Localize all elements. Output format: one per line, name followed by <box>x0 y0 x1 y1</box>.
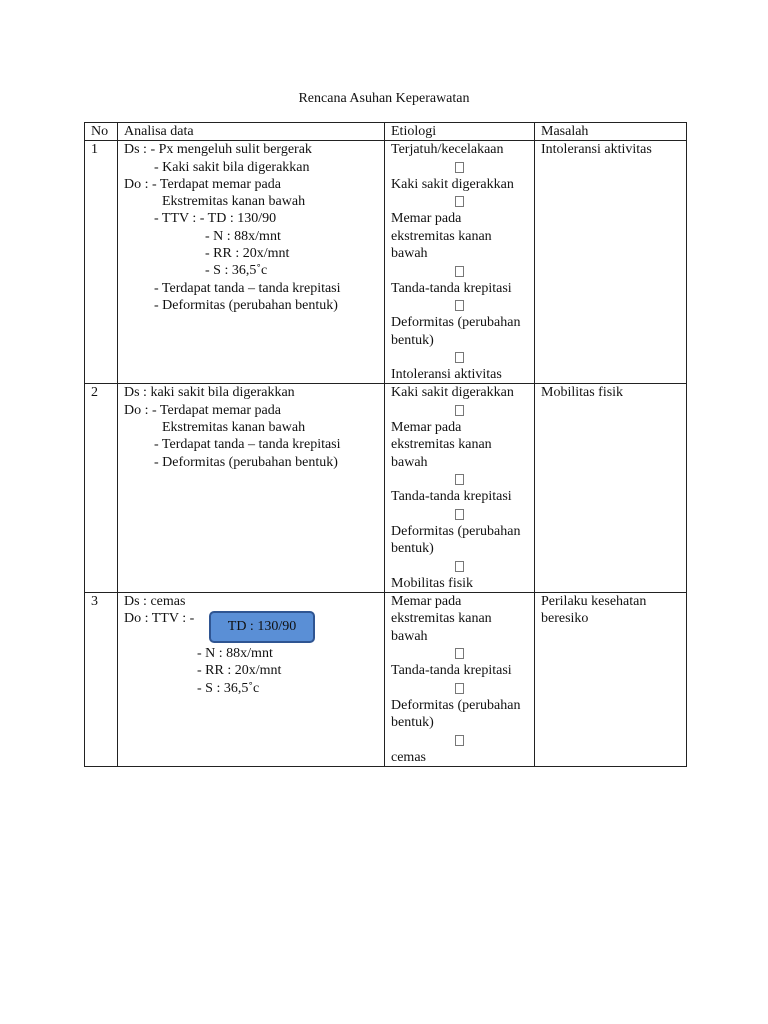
table-row <box>85 384 687 593</box>
etiologi-item: Memar pada ekstremitas kanan bawah <box>391 594 492 644</box>
missing-glyph-arrow-icon <box>391 262 528 279</box>
table-header-row <box>85 123 687 141</box>
etiologi-item: Memar pada ekstremitas kanan bawah <box>391 420 492 470</box>
header-masalah: Masalah <box>535 123 687 141</box>
analisa-line: Do : TTV : - <box>124 611 195 627</box>
etiologi-item: Tanda-tanda krepitasi <box>391 663 512 679</box>
missing-glyph-arrow-icon <box>391 731 528 748</box>
analisa-line: Ekstremitas kanan bawah <box>162 194 306 210</box>
missing-glyph-arrow-icon <box>391 159 528 176</box>
etiologi-item: Deformitas (perubahan bentuk) <box>391 523 521 557</box>
etiologi-cell <box>385 384 535 593</box>
missing-glyph-arrow-icon <box>391 349 528 366</box>
analisa-line: - TTV : - TD : 130/90 <box>154 211 277 227</box>
analisa-line: Ds : kaki sakit bila digerakkan <box>124 385 295 401</box>
analisa-line: - Deformitas (perubahan bentuk) <box>154 297 338 313</box>
missing-glyph-arrow-icon <box>391 645 528 662</box>
row-number: 2 <box>85 384 118 593</box>
masalah-cell: Mobilitas fisik <box>535 384 687 593</box>
etiologi-item: Intoleransi aktivitas <box>391 367 502 383</box>
missing-glyph-arrow-icon <box>391 680 528 697</box>
etiologi-item: Tanda-tanda krepitasi <box>391 280 512 296</box>
row-number: 3 <box>85 593 118 767</box>
td-callout-box: TD : 130/90 <box>209 611 315 643</box>
document-title: Rencana Asuhan Keperawatan <box>298 91 470 106</box>
analisa-line: - Deformitas (perubahan bentuk) <box>154 454 338 470</box>
analisa-line: - S : 36,5˚c <box>197 680 260 696</box>
analisa-line: - Terdapat tanda – tanda krepitasi <box>154 280 341 296</box>
analisa-line: - Terdapat tanda – tanda krepitasi <box>154 437 341 453</box>
etiologi-item: Deformitas (perubahan bentuk) <box>391 697 521 731</box>
header-analisa: Analisa data <box>118 123 385 141</box>
etiologi-item: Mobilitas fisik <box>391 575 474 591</box>
analisa-line: Ekstremitas kanan bawah <box>162 420 306 436</box>
etiologi-item: Memar pada ekstremitas kanan bawah <box>391 211 492 262</box>
etiologi-item: cemas <box>391 749 426 765</box>
analisa-cell <box>118 141 385 384</box>
analisa-cell <box>118 593 385 767</box>
analisa-cell <box>118 384 385 593</box>
header-no: No <box>85 123 118 141</box>
analisa-line: Do : - Terdapat memar pada <box>124 402 281 418</box>
analisa-line: - N : 88x/mnt <box>197 645 273 661</box>
analisa-line: - Kaki sakit bila digerakkan <box>154 159 310 175</box>
etiologi-item: Tanda-tanda krepitasi <box>391 489 512 505</box>
masalah-cell: Perilaku kesehatan beresiko <box>535 593 687 767</box>
etiologi-item: Terjatuh/kecelakaan <box>391 142 504 158</box>
etiologi-cell <box>385 593 535 767</box>
analisa-line: Do : - Terdapat memar pada <box>124 176 281 192</box>
analisa-line: - S : 36,5˚c <box>205 263 268 279</box>
table-row <box>85 593 687 767</box>
care-plan-table <box>84 122 687 767</box>
etiologi-item: Deformitas (perubahan bentuk) <box>391 315 521 348</box>
missing-glyph-arrow-icon <box>391 193 528 210</box>
missing-glyph-arrow-icon <box>391 471 528 488</box>
analisa-line: Ds : cemas <box>124 594 186 610</box>
analisa-line: - N : 88x/mnt <box>205 228 281 244</box>
missing-glyph-arrow-icon <box>391 557 528 574</box>
analisa-line: - RR : 20x/mnt <box>205 246 290 262</box>
header-etiologi: Etiologi <box>385 123 535 141</box>
missing-glyph-arrow-icon <box>391 506 528 523</box>
masalah-cell: Intoleransi aktivitas <box>535 141 687 384</box>
etiologi-item: Kaki sakit digerakkan <box>391 176 514 192</box>
missing-glyph-arrow-icon <box>391 297 528 314</box>
etiologi-cell <box>385 141 535 384</box>
analisa-line: - RR : 20x/mnt <box>197 663 282 679</box>
etiologi-item: Kaki sakit digerakkan <box>391 385 514 401</box>
missing-glyph-arrow-icon <box>391 402 528 419</box>
row-number: 1 <box>85 141 118 384</box>
analisa-line: Ds : - Px mengeluh sulit bergerak <box>124 142 312 158</box>
table-row <box>85 141 687 384</box>
